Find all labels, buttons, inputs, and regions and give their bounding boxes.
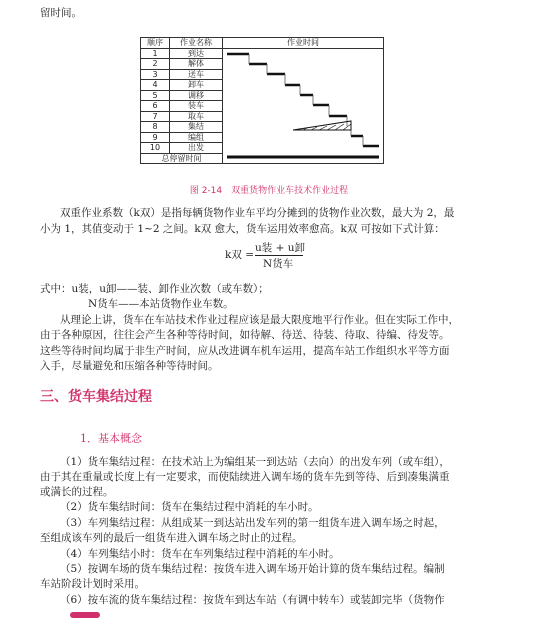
time-gantt bbox=[223, 49, 383, 163]
formula-lhs: k双 = bbox=[225, 249, 254, 261]
definition-line: （2）货车集结时间：货车在集结过程中消耗的车小时。 bbox=[60, 501, 319, 513]
table-row: 1 到达 bbox=[141, 48, 384, 59]
where-line: 式中：u装，u卸——装、卸作业次数（或车数）； bbox=[40, 283, 269, 295]
figure-caption: 图 2-14 双重货物作业车技术作业过程 bbox=[189, 186, 349, 196]
definition-line: （4）车列集结小时：货车在车列集结过程中消耗的车小时。 bbox=[60, 548, 340, 560]
definition-line: 至组成该车列的最后一组货车进入调车场之时止的过程。 bbox=[40, 532, 303, 544]
paragraph-line: 由于各种原因，往往会产生各种等待时间，如待解、待送、待装、待取、待编、待发等。 bbox=[40, 329, 450, 341]
subsection-title: 1．基本概念 bbox=[80, 432, 142, 445]
definition-line: （5）按调车场的货车集结过程：按货车进入调车场开始计算的货车集结过程。编制 bbox=[60, 563, 445, 575]
table-row: 3 送车 bbox=[141, 69, 384, 80]
table-row: 6 装车 bbox=[141, 101, 384, 112]
table-row-total: 总停留时间 bbox=[141, 153, 384, 164]
table-row: 2 解体 bbox=[141, 59, 384, 70]
table-row: 5 调移 bbox=[141, 90, 384, 101]
col-header-name: 作业名称 bbox=[170, 38, 223, 49]
where-line: N货车——本站货物作业车数。 bbox=[88, 298, 234, 310]
time-chart-cell bbox=[223, 48, 384, 164]
table-row: 8 集结 bbox=[141, 122, 384, 133]
table-row: 10 出发 bbox=[141, 143, 384, 154]
table-row: 4 卸车 bbox=[141, 80, 384, 91]
paragraph-line: 这些等待时间均属于非生产时间，应从改进调车机车运用，提高车站工作组织水平等方面 bbox=[40, 345, 450, 357]
formula-denominator: N货车 bbox=[263, 258, 294, 270]
paragraph-line: 双重作业系数（k双）是指每辆货物作业车平均分摊到的货物作业次数，最大为 2，最 bbox=[60, 207, 455, 219]
operation-table bbox=[140, 37, 384, 164]
definition-line: 或满长的过程。 bbox=[40, 486, 114, 498]
col-header-order: 顺序 bbox=[141, 38, 170, 49]
paragraph-line: 入手，尽量避免和压缩各种等待时间。 bbox=[40, 360, 219, 372]
definition-line: 车站阶段计划时采用。 bbox=[40, 578, 145, 590]
page-decoration bbox=[70, 612, 100, 618]
table-row: 9 编组 bbox=[141, 132, 384, 143]
table-row: 7 取车 bbox=[141, 111, 384, 122]
definition-line: （1）货车集结过程：在技术站上为编组某一到达站（去向）的出发车列（或车组）， bbox=[60, 456, 450, 468]
paragraph-line: 从理论上讲，货车在车站技术作业过程应该是最大限度地平行作业。但在实际工作中， bbox=[60, 314, 459, 326]
definition-line: （3）车列集结过程：从组成某一到达站出发车列的第一组货车进入调车场之时起， bbox=[60, 517, 445, 529]
section-title: 三、货车集结过程 bbox=[40, 389, 152, 405]
definition-line: （6）按车流的货车集结过程：按货车到达车站（有调中转车）或装卸完毕（货物作 bbox=[60, 594, 445, 606]
paragraph-line: 小为 1，其值变动于 1~2 之间。k双 愈大，货车运用效率愈高。k双 可按如下式计算： bbox=[40, 223, 445, 235]
col-header-time: 作业时间 bbox=[223, 38, 384, 49]
top-line: 留时间。 bbox=[40, 7, 82, 19]
definition-line: 由于其在重量或长度上有一定要求，而使陆续进入调车场的货车先到等待、后到凑集满重 bbox=[40, 471, 450, 483]
formula-numerator: u装 + u卸 bbox=[255, 242, 305, 254]
